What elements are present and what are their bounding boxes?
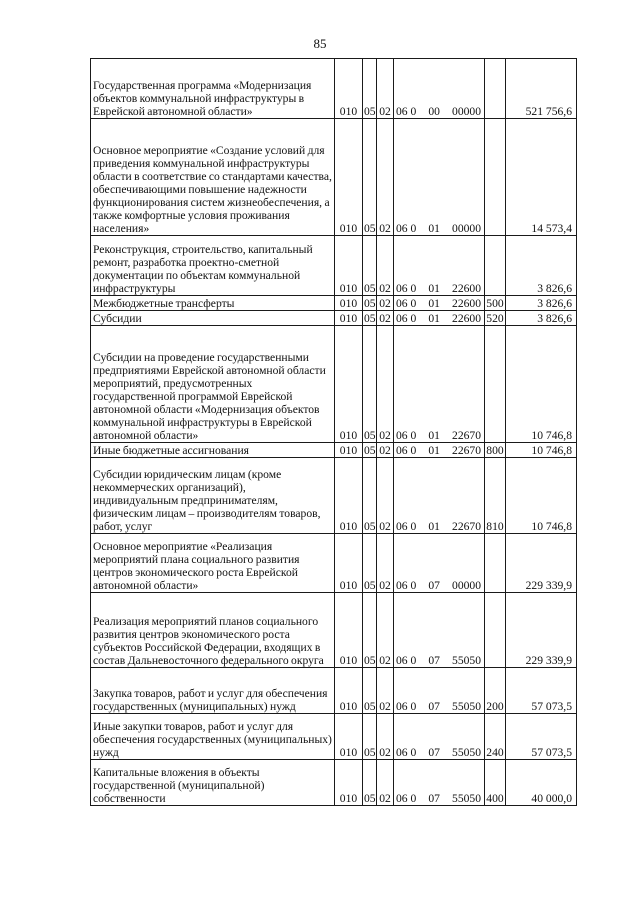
- section-code: 05: [364, 444, 376, 457]
- row-name: Иные закупки товаров, работ и услуг для обеспечения государственных (муниципальных) нужд: [91, 714, 335, 760]
- activity-code: 01: [428, 520, 440, 533]
- amount: 40 000,0: [506, 760, 577, 806]
- grbs-code: 010: [335, 760, 363, 806]
- grbs-code: 010: [335, 534, 363, 593]
- section-code: 05: [363, 458, 377, 534]
- direction-code: 00000: [452, 579, 481, 592]
- direction-code: 55050: [452, 654, 481, 667]
- table-row: [91, 714, 577, 760]
- grbs-code: 010: [335, 296, 363, 311]
- subsection-code: 02: [377, 458, 394, 534]
- activity-code: 07: [428, 579, 440, 592]
- subsection-code: 02: [377, 668, 394, 714]
- subsection-code: 02: [377, 326, 394, 443]
- activity-code: 00: [428, 105, 440, 118]
- row-name: Субсидии юридическим лицам (кроме некоммерческих организаций), индивидуальным предпринимателям, физическим лицам – производителям товаров, работ, услуг: [91, 458, 335, 534]
- target-article-code: [394, 534, 485, 593]
- subsection-code: 02: [377, 311, 394, 326]
- table-row: [91, 534, 577, 593]
- amount: 3 826,6: [506, 296, 577, 311]
- table-body: [91, 59, 577, 806]
- row-name: Иные бюджетные ассигнования: [91, 443, 335, 458]
- program-code: 06 0: [396, 520, 417, 533]
- subsection-code: 02: [377, 714, 394, 760]
- program-code: 06 0: [396, 297, 417, 310]
- direction-code: 55050: [452, 792, 481, 805]
- activity-code: 01: [428, 282, 440, 295]
- grbs-code: 010: [335, 668, 363, 714]
- subsection-code: 02: [377, 119, 394, 236]
- section-code: 05: [364, 297, 376, 310]
- amount: 10 746,8: [506, 458, 577, 534]
- direction-code: 00000: [452, 105, 481, 118]
- program-code: 06 0: [396, 312, 417, 325]
- program-code: 06 0: [396, 444, 417, 457]
- row-name: Реконструкция, строительство, капитальный ремонт, разработка проектно-сметной документации по объектам коммунальной инфраструктуры: [91, 236, 335, 296]
- section-code: 05: [363, 326, 377, 443]
- page-number: 85: [313, 36, 327, 51]
- target-article-code: [394, 296, 485, 311]
- program-code: 06 0: [396, 700, 417, 713]
- target-article-code: [394, 326, 485, 443]
- target-article-code: [394, 714, 485, 760]
- expense-type-code: [485, 326, 506, 443]
- amount: 57 073,5: [506, 668, 577, 714]
- row-name: Государственная программа «Модернизация объектов коммунальной инфраструктуры в Еврейской автономной области»: [91, 59, 335, 119]
- expense-type-code: 520: [486, 312, 504, 325]
- expense-type-code: [485, 59, 506, 119]
- expense-type-code: [485, 593, 506, 668]
- activity-code: 07: [428, 792, 440, 805]
- amount: 3 826,6: [506, 236, 577, 296]
- program-code: 06 0: [396, 746, 417, 759]
- activity-code: 01: [428, 444, 440, 457]
- activity-code: 07: [428, 746, 440, 759]
- program-code: 06 0: [396, 282, 417, 295]
- amount: 3 826,6: [506, 311, 577, 326]
- expense-type-code: [485, 236, 506, 296]
- row-name: Закупка товаров, работ и услуг для обеспечения государственных (муниципальных) нужд: [91, 668, 335, 714]
- row-name: Основное мероприятие «Создание условий для приведения коммунальной инфраструктуры области в соответствие со стандартами качества, обеспечивающими повышение надежности функционирования систем жизнеобеспечения, а также комфортные условия проживания населения»: [91, 119, 335, 236]
- subsection-code: 02: [377, 534, 394, 593]
- target-article-code: [394, 760, 485, 806]
- section-code: 05: [363, 236, 377, 296]
- expense-type-code: 810: [485, 458, 506, 534]
- expense-type-code: 500: [486, 297, 504, 310]
- expense-type-code: [485, 534, 506, 593]
- expense-type-code: 200: [485, 668, 506, 714]
- activity-code: 01: [428, 222, 440, 235]
- table-row: [91, 59, 577, 119]
- direction-code: 00000: [452, 222, 481, 235]
- table-row: [91, 593, 577, 668]
- table-row: [91, 296, 577, 311]
- expense-type-code: [485, 119, 506, 236]
- amount: 10 746,8: [506, 443, 577, 458]
- activity-code: 01: [428, 297, 440, 310]
- program-code: 06 0: [396, 222, 417, 235]
- amount: 14 573,4: [506, 119, 577, 236]
- grbs-code: 010: [335, 593, 363, 668]
- target-article-code: [394, 119, 485, 236]
- activity-code: 07: [428, 654, 440, 667]
- target-article-code: [394, 458, 485, 534]
- direction-code: 22600: [452, 312, 481, 325]
- budget-table: [90, 58, 577, 806]
- program-code: 06 0: [396, 579, 417, 592]
- subsection-code: 02: [377, 443, 394, 458]
- subsection-code: 02: [377, 593, 394, 668]
- section-code: 05: [363, 714, 377, 760]
- amount: 10 746,8: [506, 326, 577, 443]
- section-code: 05: [363, 534, 377, 593]
- subsection-code: 02: [377, 296, 394, 311]
- amount: 57 073,5: [506, 714, 577, 760]
- section-code: 05: [363, 760, 377, 806]
- expense-type-code: 800: [486, 444, 504, 457]
- row-name: Капитальные вложения в объекты государственной (муниципальной) собственности: [91, 760, 335, 806]
- table-row: [91, 668, 577, 714]
- amount: 521 756,6: [506, 59, 577, 119]
- subsection-code: 02: [377, 760, 394, 806]
- table-row: [91, 760, 577, 806]
- amount: 229 339,9: [506, 593, 577, 668]
- subsection-code: 02: [377, 59, 394, 119]
- activity-code: 01: [428, 429, 440, 442]
- target-article-code: [394, 236, 485, 296]
- expense-type-code: 400: [485, 760, 506, 806]
- grbs-code: 010: [335, 714, 363, 760]
- expense-type-code: 240: [485, 714, 506, 760]
- target-article-code: [394, 593, 485, 668]
- grbs-code: 010: [335, 119, 363, 236]
- section-code: 05: [364, 312, 376, 325]
- grbs-code: 010: [335, 458, 363, 534]
- grbs-code: 010: [335, 326, 363, 443]
- grbs-code: 010: [335, 59, 363, 119]
- direction-code: 22670: [452, 520, 481, 533]
- section-code: 05: [363, 593, 377, 668]
- target-article-code: [394, 311, 485, 326]
- grbs-code: 010: [335, 236, 363, 296]
- table-row: [91, 236, 577, 296]
- direction-code: 22600: [452, 282, 481, 295]
- section-code: 05: [363, 59, 377, 119]
- direction-code: 22670: [452, 444, 481, 457]
- target-article-code: [394, 59, 485, 119]
- table-row: [91, 311, 577, 326]
- direction-code: 55050: [452, 700, 481, 713]
- grbs-code: 010: [335, 311, 363, 326]
- activity-code: 07: [428, 700, 440, 713]
- grbs-code: 010: [335, 443, 363, 458]
- table-row: [91, 119, 577, 236]
- table-row: [91, 458, 577, 534]
- subsection-code: 02: [377, 236, 394, 296]
- direction-code: 55050: [452, 746, 481, 759]
- direction-code: 22600: [452, 297, 481, 310]
- program-code: 06 0: [396, 105, 417, 118]
- direction-code: 22670: [452, 429, 481, 442]
- target-article-code: [394, 443, 485, 458]
- table-row: [91, 443, 577, 458]
- program-code: 06 0: [396, 429, 417, 442]
- row-name: Реализация мероприятий планов социального развития центров экономического роста субъектов Российской Федерации, входящих в состав Дальневосточного федерального округа: [91, 593, 335, 668]
- program-code: 06 0: [396, 654, 417, 667]
- activity-code: 01: [428, 312, 440, 325]
- row-name: Субсидии: [91, 311, 335, 326]
- row-name: Межбюджетные трансферты: [91, 296, 335, 311]
- row-name: Основное мероприятие «Реализация мероприятий плана социального развития центров экономического роста Еврейской автономной области»: [91, 534, 335, 593]
- table-row: [91, 326, 577, 443]
- row-name: Субсидии на проведение государственными предприятиями Еврейской автономной области мероприятий, предусмотренных государственной программой Еврейской автономной области «Модернизация объектов коммунальной инфраструктуры в Еврейской автономной области»: [91, 326, 335, 443]
- amount: 229 339,9: [506, 534, 577, 593]
- section-code: 05: [363, 668, 377, 714]
- program-code: 06 0: [396, 792, 417, 805]
- section-code: 05: [363, 119, 377, 236]
- target-article-code: [394, 668, 485, 714]
